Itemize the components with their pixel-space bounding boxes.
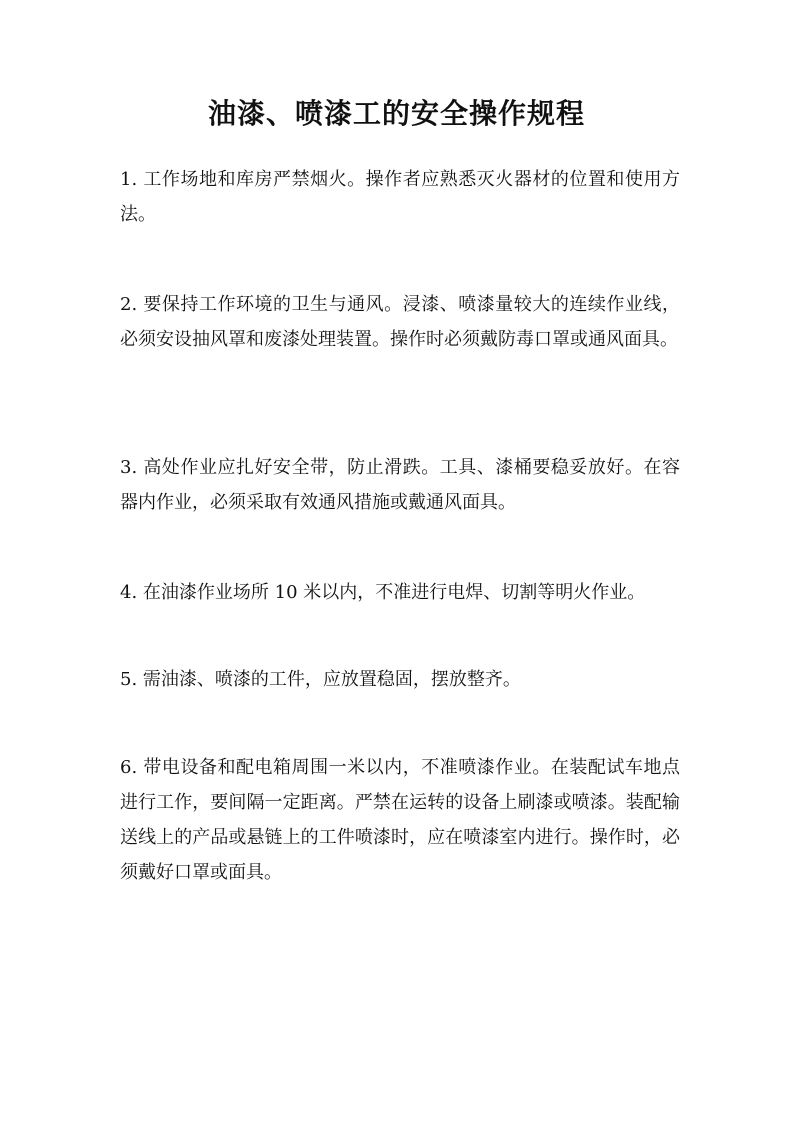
paragraph-3: 3. 高处作业应扎好安全带，防止滑跌。工具、漆桶要稳妥放好。在容器内作业，必须采取有效通风措施或戴通风面具。 — [120, 457, 680, 513]
paragraph-6: 6. 带电设备和配电箱周围一米以内，不准喷漆作业。在装配试车地点进行工作，要间隔一定距离。严禁在运转的设备上刷漆或喷漆。装配输送线上的产品或悬链上的工件喷漆时，应在喷漆室内进行。操作时，必须戴好口罩或面具。 — [120, 757, 680, 883]
document-title: 油漆、喷漆工的安全操作规程 — [207, 97, 585, 130]
paragraph-1: 1. 工作场地和库房严禁烟火。操作者应熟悉灭火器材的位置和使用方法。 — [120, 169, 680, 225]
paragraph-5: 5. 需油漆、喷漆的工件，应放置稳固，摆放整齐。 — [120, 669, 521, 690]
paragraph-2: 2. 要保持工作环境的卫生与通风。浸漆、喷漆量较大的连续作业线，必须安设抽风罩和废漆处理装置。操作时必须戴防毒口罩或通风面具。 — [120, 294, 680, 350]
paragraph-4: 4. 在油漆作业场所 10 米以内，不准进行电焊、切割等明火作业。 — [120, 582, 646, 603]
